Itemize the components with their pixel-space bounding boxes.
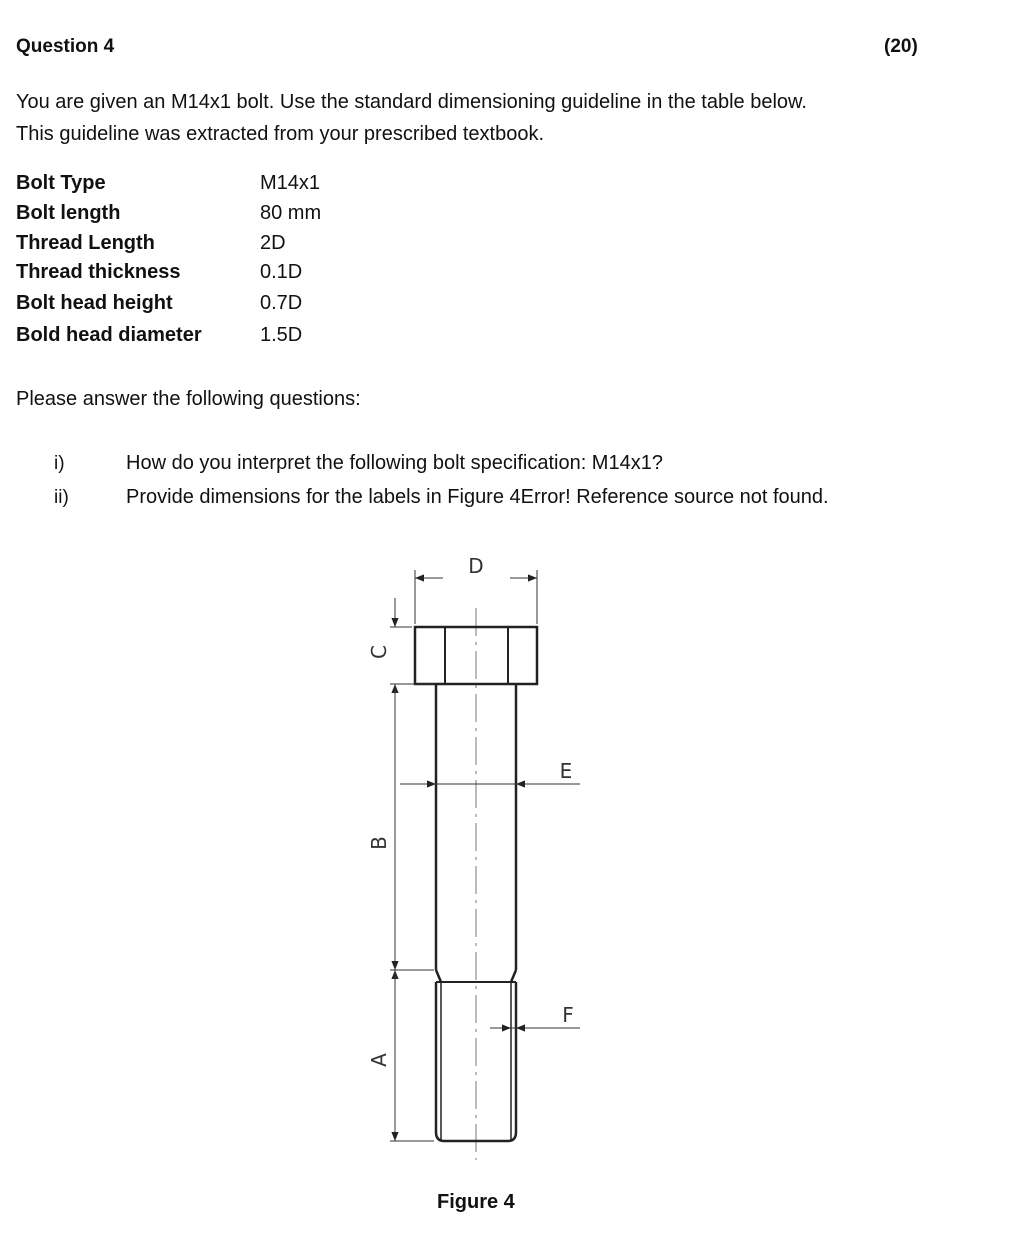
- label-a: A: [367, 1053, 391, 1067]
- spec-label-thread-length: Thread Length: [16, 232, 155, 254]
- spec-value-head-height: 0.7D: [260, 292, 303, 314]
- label-c: C: [367, 645, 391, 659]
- dim-c: [390, 598, 434, 710]
- spec-value-thread-length: 2D: [260, 232, 286, 254]
- label-b: B: [367, 836, 391, 850]
- question-text-2: Provide dimensions for the labels in Figure 4Error! Reference source not found.: [126, 486, 829, 508]
- intro-line-1: You are given an M14x1 bolt. Use the standard dimensioning guideline in the table below.: [16, 91, 807, 113]
- spec-label-bolt-type: Bolt Type: [16, 172, 106, 194]
- intro-line-2: This guideline was extracted from your prescribed textbook.: [16, 123, 545, 145]
- spec-value-thread-thickness: 0.1D: [260, 261, 303, 283]
- spec-label-bolt-length: Bolt length: [16, 202, 121, 224]
- spec-value-head-diameter: 1.5D: [260, 324, 303, 346]
- spec-value-bolt-length: 80 mm: [260, 202, 322, 224]
- questions-prompt: Please answer the following questions:: [16, 388, 361, 410]
- question-text-1: How do you interpret the following bolt specification: M14x1?: [126, 452, 663, 474]
- question-marks: (20): [884, 36, 918, 57]
- question-number-1: i): [54, 453, 65, 474]
- figure-caption: Figure 4: [437, 1191, 515, 1213]
- spec-label-head-diameter: Bold head diameter: [16, 324, 202, 346]
- dim-b: [390, 684, 434, 970]
- spec-value-bolt-type: M14x1: [260, 172, 321, 194]
- question-number-2: ii): [54, 487, 69, 508]
- question-title: Question 4: [16, 36, 115, 57]
- label-d: D: [468, 554, 484, 578]
- dim-a: [390, 970, 434, 1141]
- spec-label-head-height: Bolt head height: [16, 292, 173, 314]
- spec-label-thread-thickness: Thread thickness: [16, 261, 181, 283]
- label-f: F: [562, 1003, 574, 1027]
- label-e: E: [559, 759, 573, 783]
